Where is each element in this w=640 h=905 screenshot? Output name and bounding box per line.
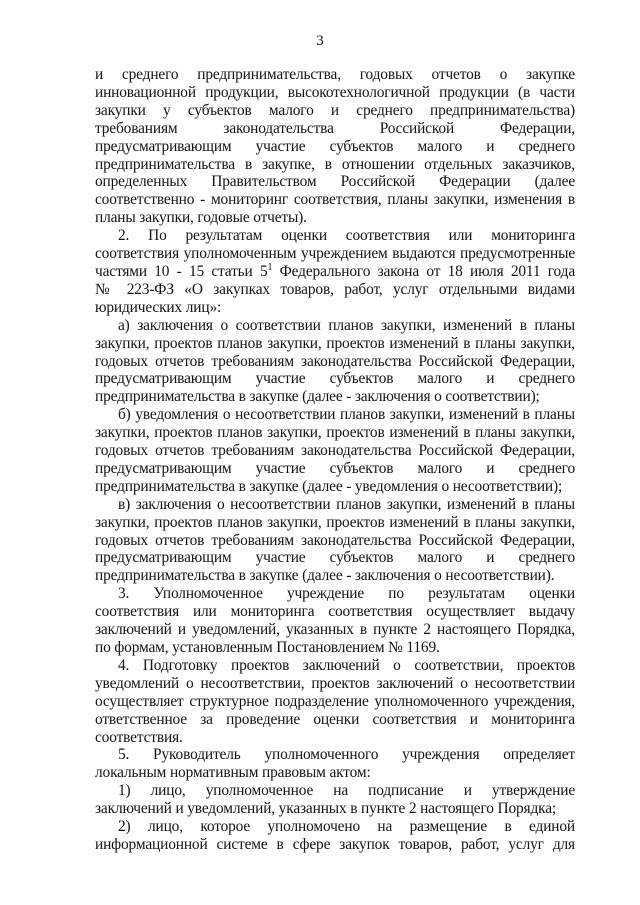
text-line-content: заключений и уведомлений, указанных в пункте 2 настоящего Порядка, xyxy=(95,621,575,639)
text-line-content: уведомлений о несоответствии, проектов заключений о несоответствии xyxy=(95,674,575,692)
text-line-content: 5. Руководитель уполномоченного учреждения определяет xyxy=(118,746,575,764)
text-line xyxy=(95,317,575,335)
text-line-content: заключений и уведомлений, указанных в пункте 2 настоящего Порядка; xyxy=(95,800,557,818)
text-line-content: годовых отчетов требованиям законодательства Российской Федерации, xyxy=(95,442,575,460)
text-line xyxy=(95,245,575,263)
text-line-content: информационной системе в сфере закупок товаров, работ, услуг для xyxy=(95,835,575,853)
text-line xyxy=(95,532,575,550)
text-line-content: 4. Подготовку проектов заключений о соответствии, проектов xyxy=(118,656,575,674)
text-line xyxy=(95,496,575,514)
text-line-content: в) заключения о несоответствии планов закупки, изменений в планы xyxy=(118,495,575,513)
text-line xyxy=(95,66,575,84)
text-line-content: локальным нормативным правовым актом: xyxy=(95,764,371,782)
text-line-content: предусматривающим участие субъектов малого и среднего xyxy=(95,370,575,388)
text-line-content: требованиям законодательства Российской Федерации, xyxy=(95,119,575,137)
text-line xyxy=(95,549,575,567)
text-line-content: частями 10 - 15 статьи 5 xyxy=(95,262,268,280)
text-line-content: предпринимательства в закупке, в отношении отдельных заказчиков, xyxy=(95,155,575,173)
text-line xyxy=(95,621,575,639)
text-line xyxy=(95,406,575,424)
text-line xyxy=(95,800,575,818)
text-line xyxy=(95,782,575,800)
text-line xyxy=(95,514,575,532)
text-line-content: а) заключения о соответствии планов закупки, изменений в планы xyxy=(118,316,575,334)
text-line xyxy=(95,424,575,442)
text-line xyxy=(95,746,575,764)
text-line-content: юридических лиц»: xyxy=(95,298,222,316)
text-line xyxy=(95,388,575,406)
text-line-content: предпринимательства в закупке (далее - заключения о соответствии); xyxy=(95,388,540,406)
text-line-content: предусматривающим участие субъектов малого и среднего xyxy=(95,549,575,567)
text-line-content: инновационной продукции, высокотехнологичной продукции (в части xyxy=(95,83,575,101)
text-line-content: соответственно - мониторинг соответствия, планы закупки, изменения в xyxy=(95,191,575,209)
superscript: 1 xyxy=(267,261,273,273)
text-line xyxy=(95,818,575,836)
text-line-content: соответствия уполномоченным учреждением выдаются предусмотренные xyxy=(95,245,575,263)
text-line-content: 2) лицо, которое уполномочено на размещение в единой xyxy=(118,818,575,836)
text-line-content: 1) лицо, уполномоченное на подписание и утверждение xyxy=(118,782,575,800)
text-line xyxy=(95,657,575,675)
text-line xyxy=(95,370,575,388)
text-line xyxy=(95,263,575,281)
text-line-content: годовых отчетов требованиям законодательства Российской Федерации, xyxy=(95,531,575,549)
text-line xyxy=(95,120,575,138)
text-line-content: соответствия. xyxy=(95,728,183,746)
text-line-content: по формам, установленным Постановлением № 1169. xyxy=(95,639,440,656)
body-text xyxy=(95,66,575,854)
text-line xyxy=(95,442,575,460)
text-line xyxy=(95,156,575,174)
text-line-content: и среднего предпринимательства, годовых отчетов о закупке xyxy=(95,66,575,83)
text-line-content: ответственное за проведение оценки соответствия и мониторинга xyxy=(95,710,575,728)
text-line xyxy=(95,281,575,299)
text-line-content: предусматривающим участие субъектов малого и среднего xyxy=(95,137,575,155)
text-line xyxy=(95,191,575,209)
text-line-content: закупки у субъектов малого и среднего предпринимательства) xyxy=(95,101,575,119)
text-line-content: предпринимательства в закупке (далее - заключения о несоответствии). xyxy=(95,567,555,585)
text-line-content: предусматривающим участие субъектов малого и среднего xyxy=(95,459,575,477)
text-line-content: закупки, проектов планов закупки, проектов изменений в планы закупки, xyxy=(95,424,575,442)
text-line xyxy=(95,209,575,227)
text-line-content: закупки, проектов планов закупки, проектов изменений в планы закупки, xyxy=(95,334,575,352)
text-line-content: закупки, проектов планов закупки, проектов изменений в планы закупки, xyxy=(95,513,575,531)
text-line-content: соответствия или мониторинга соответствия осуществляет выдачу xyxy=(95,603,575,621)
text-line xyxy=(95,729,575,747)
text-line xyxy=(95,693,575,711)
text-line xyxy=(95,353,575,371)
text-line-continuation: Федерального закона от 18 июля 2011 года xyxy=(272,262,575,280)
text-line-content: годовых отчетов требованиям законодательства Российской Федерации, xyxy=(95,352,575,370)
text-line xyxy=(95,639,575,657)
text-line xyxy=(95,84,575,102)
text-line-content: планы закупки, годовые отчеты). xyxy=(95,209,307,227)
text-line xyxy=(95,764,575,782)
text-line-content: предпринимательства в закупке (далее - уведомления о несоответствии); xyxy=(95,477,563,495)
text-line-content: определенных Правительством Российской Федерации (далее xyxy=(95,173,575,191)
text-line xyxy=(95,173,575,191)
text-line xyxy=(95,335,575,353)
text-line xyxy=(95,478,575,496)
text-line xyxy=(95,102,575,120)
text-line-content: № 223-ФЗ «О закупках товаров, работ, услуг отдельными видами xyxy=(95,280,575,298)
text-line-content: 2. По результатам оценки соответствия или мониторинга xyxy=(118,227,575,245)
text-line xyxy=(95,460,575,478)
text-line xyxy=(95,711,575,729)
text-line xyxy=(95,138,575,156)
text-line-content: б) уведомления о несоответствии планов закупки, изменений в планы xyxy=(118,406,575,424)
text-line xyxy=(95,299,575,317)
text-line-content: 3. Уполномоченное учреждение по результатам оценки xyxy=(118,585,575,603)
text-line-content: осуществляет структурное подразделение уполномоченного учреждения, xyxy=(95,692,575,710)
text-line xyxy=(95,603,575,621)
text-line xyxy=(95,675,575,693)
text-line xyxy=(95,836,575,854)
page-number: 3 xyxy=(316,33,324,49)
text-line xyxy=(95,227,575,245)
text-line xyxy=(95,585,575,603)
text-line xyxy=(95,567,575,585)
